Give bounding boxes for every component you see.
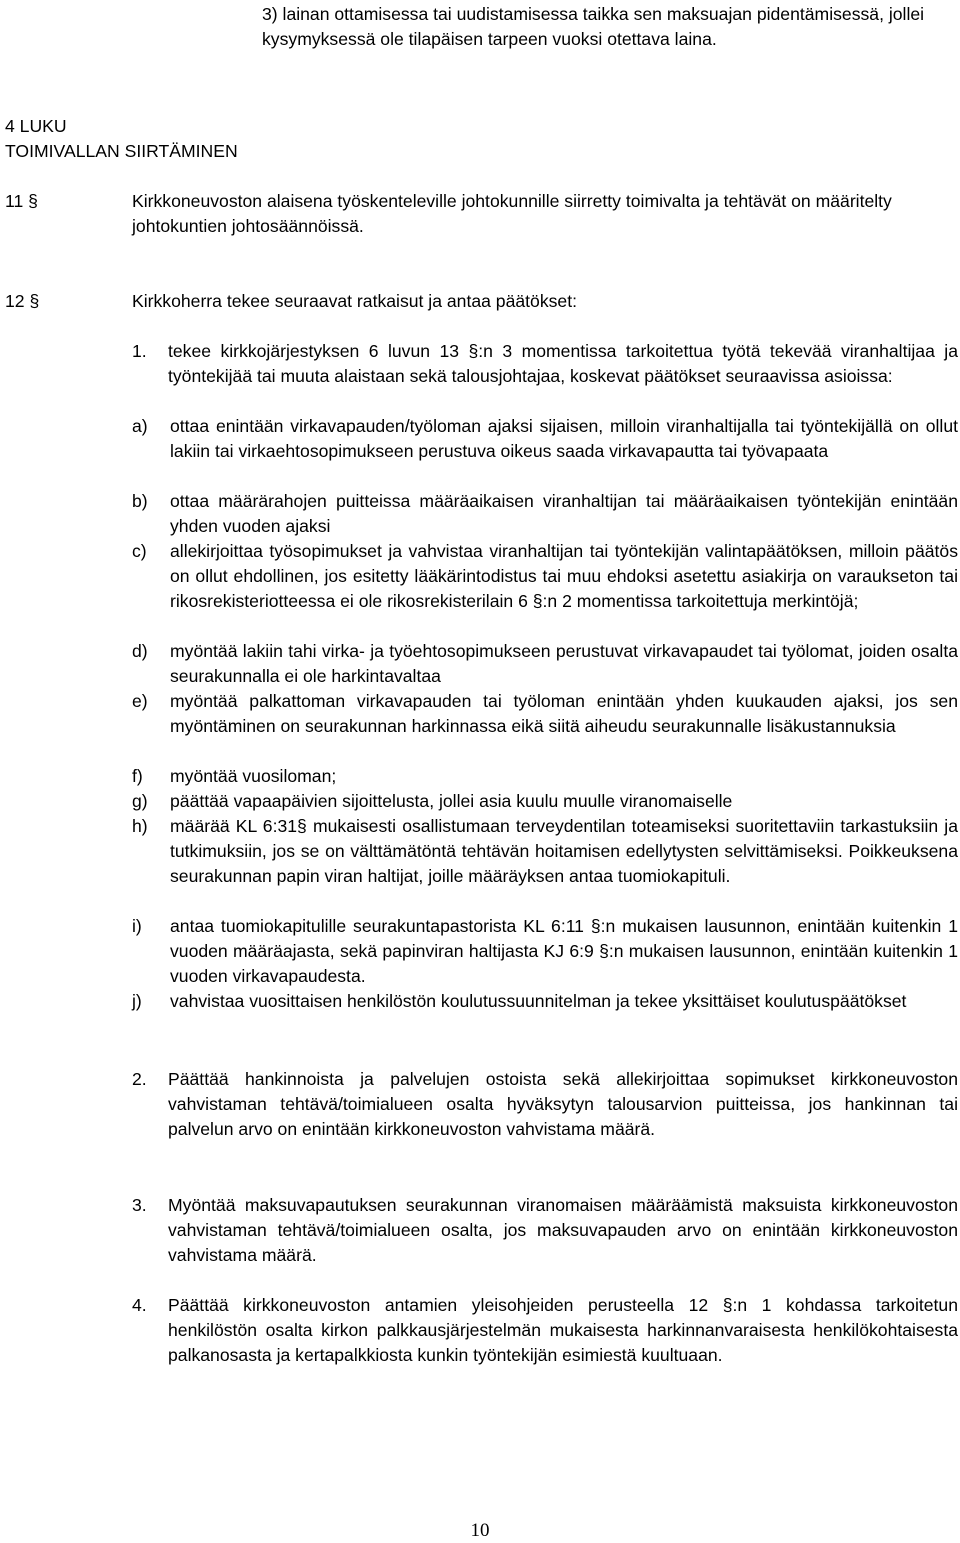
subitem-text: myöntää vuosiloman; [170,766,337,786]
subitem-a [132,414,958,489]
subitem-d [132,639,958,689]
section-text-12: Kirkkoherra tekee seuraavat ratkaisut ja antaa päätökset: [132,291,577,311]
item-4 [132,1293,958,1393]
item-text: Päättää kirkkoneuvoston antamien yleisohjeiden perusteella 12 §:n 1 kohdassa tarkoitetun henkilöstön osalta kirkon palkkausjärjestelmän mukaisesta harkinnanvaraisesta henkilökohtaisesta palkanosasta ja kertapalkkiosta kunkin työntekijän esimiestä kuultuaan. [168,1295,958,1365]
subitem-text: myöntää lakiin tahi virka- ja työehtosopimukseen perustuvat virkavapaudet tai työlomat, joiden osalta seurakunnalla ei ole harkintavaltaa [170,641,958,686]
item-text: Myöntää maksuvapautuksen seurakunnan viranomaisen määräämistä maksuista kirkkoneuvoston vahvistaman tehtävä/toimialueen osalta, jos maksuvapauden arvo on enintään kirkkoneuvoston vahvistama määrä. [168,1195,958,1265]
subitem-letter: j) [132,991,142,1011]
item-text: Päättää hankinnoista ja palvelujen ostoista sekä allekirjoittaa sopimukset kirkkoneuvoston vahvistaman tehtävä/toimialueen osalta hyväksytyn talousarvion puitteissa, jos hankinnan tai palvelun arvo on enintään kirkkoneuvoston vahvistama määrä. [168,1069,958,1139]
section-number-12: 12 § [5,291,40,311]
subitem-text: vahvistaa vuosittaisen henkilöstön koulutussuunnitelman ja tekee yksittäiset koulutuspäätökset [170,991,907,1011]
item-2 [132,1067,958,1167]
subitem-letter: i) [132,916,142,936]
item-number: 1. [132,341,147,361]
subitem-letter: a) [132,416,148,436]
subitem-e [132,689,958,764]
subitem-letter: f) [132,766,143,786]
subitem-b [132,489,958,539]
subitem-letter: d) [132,641,148,661]
subitem-h [132,814,958,914]
subitem-g [132,789,958,814]
item-3 [132,1193,958,1268]
subitem-i [132,914,958,989]
subitem-text: päättää vapaapäivien sijoittelusta, jollei asia kuulu muulle viranomaiselle [170,791,733,811]
subitem-letter: b) [132,491,148,511]
section-text-11: Kirkkoneuvoston alaisena työskenteleville johtokunnille siirretty toimivalta ja tehtävät on määritelty johtokuntien johtosäännöissä. [132,191,892,236]
subitem-letter: h) [132,816,148,836]
item-1 [132,339,958,1053]
subitem-text: antaa tuomiokapitulille seurakuntapastorista KL 6:11 §:n mukaisen lausunnon, enintään kuitenkin 1 vuoden määräajasta, sekä papinviran haltijasta KJ 6:9 §:n mukaisen lausunnon, enintään kuitenkin 1 vuoden virkavapaudesta. [170,916,958,986]
page-number: 10 [470,1520,490,1541]
subitem-text: määrää KL 6:31§ mukaisesti osallistumaan terveydentilan toteamiseksi suoritettaviin tarkastuksiin ja tutkimuksiin, jos se on välttämätöntä tehtävän hoitamisen edellytysten selvittämiseksi. Poikkeuksena seurakunnan papin viran haltijat, joille määräyksen antaa tuomiokapituli. [170,816,958,886]
subitem-j [132,989,958,1039]
subitem-letter: c) [132,541,147,561]
subitem-text: allekirjoittaa työsopimukset ja vahvistaa viranhaltijan tai työntekijän valintapäätöksen, milloin päätös on ollut ehdollinen, jos esitetty lääkärintodistus tai muu ehdoksi asetettu asiakirja on varaukseton tai rikosrekisteriotteessa ei ole rikosrekisterilain 6 §:n 2 momentissa tarkoitettuja merkintöjä; [170,541,958,611]
item-intro: tekee kirkkojärjestyksen 6 luvun 13 §:n 3 momentissa tarkoitettua työtä tekevää viranhaltijaa ja työntekijää tai muuta alaistaan sekä talousjohtajaa, koskevat päätökset seuraavissa asioissa: [168,341,958,386]
subitem-text: ottaa määrärahojen puitteissa määräaikaisen viranhaltijan tai määräaikaisen työntekijän enintään yhden vuoden ajaksi [170,491,958,536]
item-number: 2. [132,1069,147,1089]
subitem-text: myöntää palkattoman virkavapauden tai työloman enintään yhden kuukauden ajaksi, jos sen myöntäminen on seurakunnan harkinnassa eikä siitä aiheudu seurakunnalle lisäkustannuksia [170,691,958,736]
subitem-text: ottaa enintään virkavapauden/työloman ajaksi sijaisen, milloin viranhaltijalla tai työntekijällä on ollut lakiin tai virkaehtosopimukseen perustuva oikeus saada virkavapautta tai työvapaata [170,416,958,461]
section-number-11: 11 § [5,191,38,211]
subitem-letter: g) [132,791,148,811]
item-number: 3. [132,1195,147,1215]
chapter-number: 4 LUKU [5,116,67,136]
subitem-letter: e) [132,691,148,711]
item-number: 4. [132,1295,147,1315]
chapter-title: TOIMIVALLAN SIIRTÄMINEN [5,141,238,161]
continuation-paragraph: 3) lainan ottamisessa tai uudistamisessa taikka sen maksuajan pidentämisessä, jollei kysymyksessä ole tilapäisen tarpeen vuoksi otettava laina. [262,4,925,49]
subitem-c [132,539,958,639]
subitem-f [132,764,958,789]
